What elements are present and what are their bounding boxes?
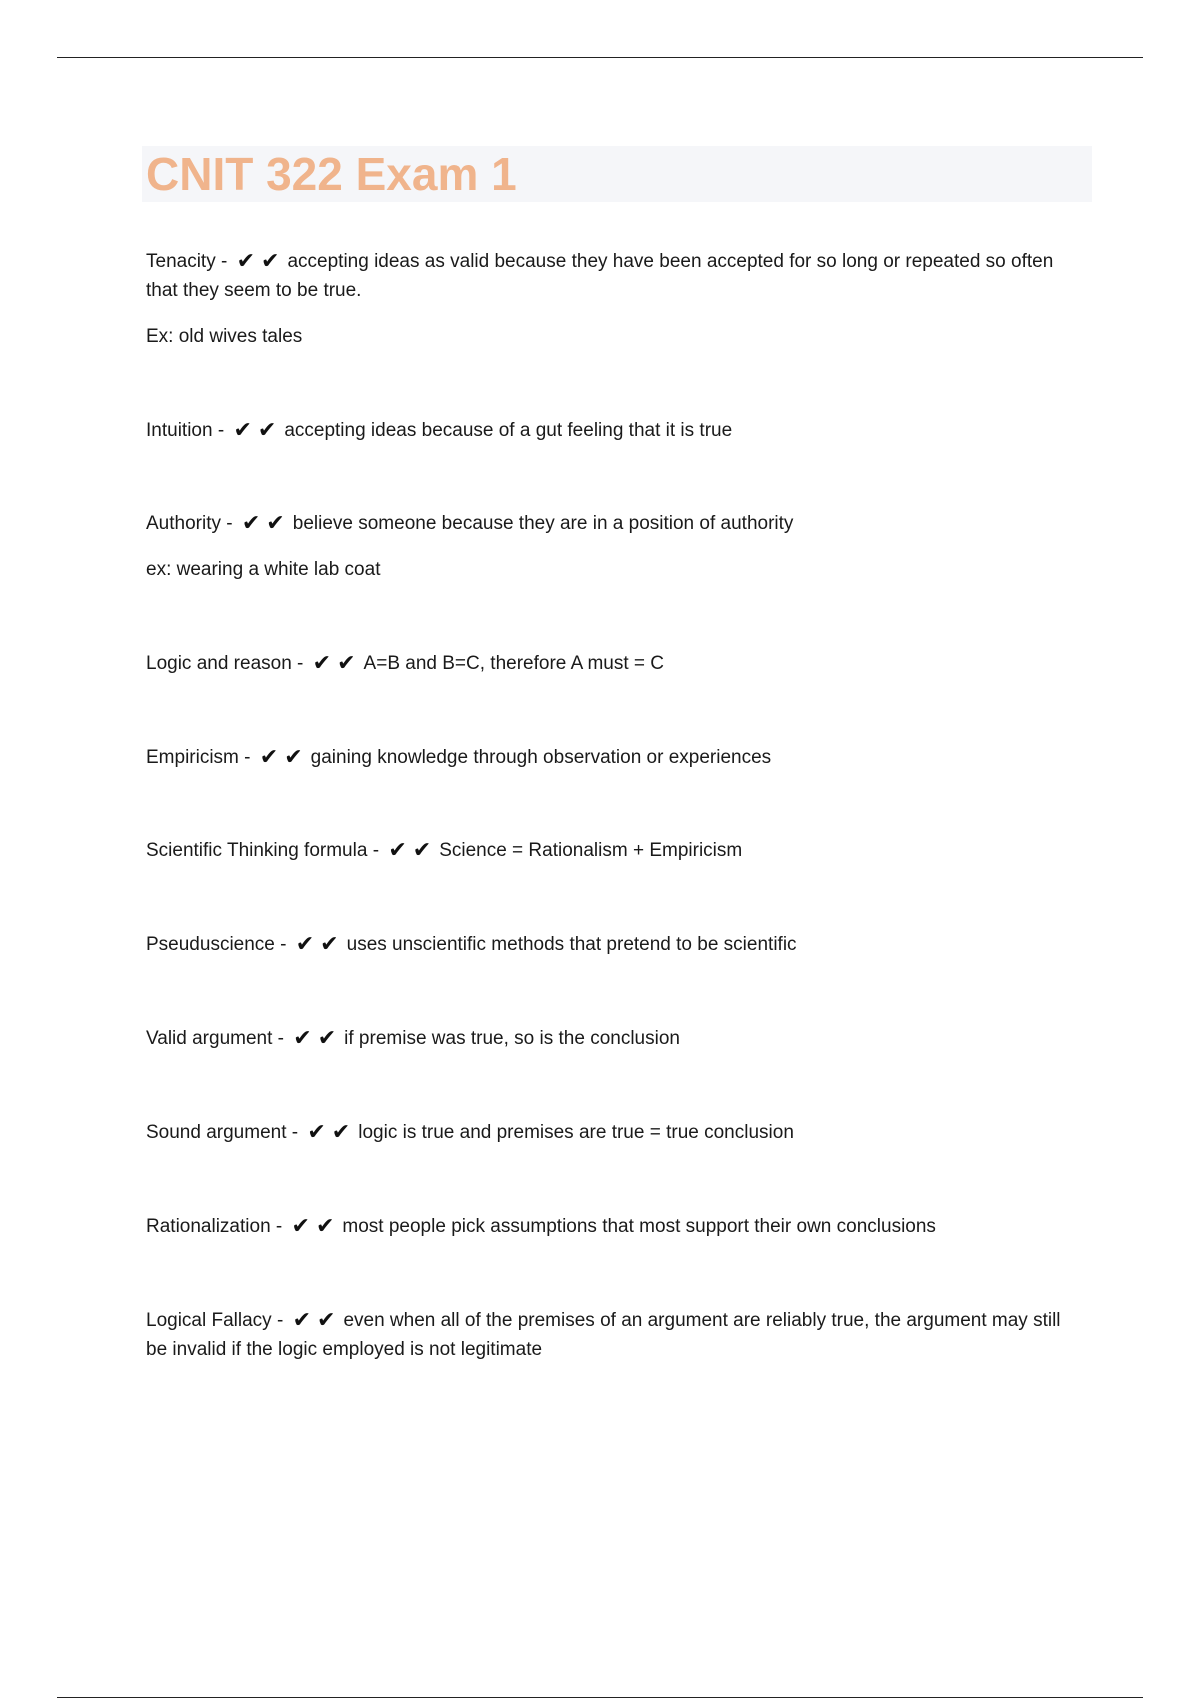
term: Pseuduscience - — [146, 934, 292, 955]
definition: if premise was true, so is the conclusion — [344, 1028, 680, 1049]
term: Logic and reason - — [146, 653, 309, 674]
entry-logic-and-reason — [146, 649, 1076, 678]
entry-empiricism — [146, 743, 1076, 772]
check-icon: ✔✔ — [312, 651, 362, 676]
definition: logic is true and premises are true = true conclusion — [358, 1122, 794, 1143]
definition: accepting ideas because of a gut feeling that it is true — [284, 420, 733, 441]
check-icon: ✔✔ — [295, 932, 345, 957]
definition: Science = Rationalism + Empiricism — [439, 840, 743, 861]
top-rule — [57, 57, 1143, 58]
bottom-rule — [57, 1697, 1143, 1698]
entry-text — [146, 1118, 1076, 1147]
entry-text — [146, 1212, 1076, 1241]
term: Authority - — [146, 513, 238, 534]
entry-rationalization — [146, 1212, 1076, 1241]
page-title: CNIT 322 Exam 1 — [146, 148, 517, 200]
entry-text — [146, 743, 1076, 772]
definition: believe someone because they are in a position of authority — [292, 513, 794, 534]
definition: A=B and B=C, therefore A must = C — [363, 653, 665, 674]
entry-text — [146, 836, 1076, 865]
entry-text — [146, 930, 1076, 959]
check-icon: ✔✔ — [291, 1214, 341, 1239]
term: Empiricism - — [146, 747, 256, 768]
entry-text — [146, 247, 1076, 305]
definition: gaining knowledge through observation or experiences — [310, 747, 772, 768]
term: Scientific Thinking formula - — [146, 840, 385, 861]
entry-scientific-thinking-formula — [146, 836, 1076, 865]
term: Rationalization - — [146, 1216, 288, 1237]
entry-text — [146, 416, 1076, 445]
entry-text — [146, 1024, 1076, 1053]
entry-intuition — [146, 416, 1076, 445]
term: Sound argument - — [146, 1122, 304, 1143]
term: Tenacity - — [146, 251, 233, 272]
definition: even when all of the premises of an argument are reliably true, the argument may still be invalid if the logic employed is not legitimate — [146, 1310, 1061, 1360]
term: Logical Fallacy - — [146, 1310, 289, 1331]
example: Ex: old wives tales — [146, 326, 303, 347]
check-icon: ✔✔ — [259, 745, 309, 770]
check-icon: ✔✔ — [388, 838, 438, 863]
entry-text — [146, 649, 1076, 678]
entry-pseuduscience — [146, 930, 1076, 959]
term: Intuition - — [146, 420, 230, 441]
definition: uses unscientific methods that pretend to be scientific — [346, 934, 797, 955]
check-icon: ✔✔ — [236, 249, 286, 274]
definition: most people pick assumptions that most support their own conclusions — [342, 1216, 936, 1237]
entry-valid-argument — [146, 1024, 1076, 1053]
check-icon: ✔✔ — [233, 418, 283, 443]
check-icon: ✔✔ — [292, 1308, 342, 1333]
definition: accepting ideas as valid because they have been accepted for so long or repeated so often that they seem to be true. — [146, 251, 1054, 301]
check-icon: ✔✔ — [307, 1120, 357, 1145]
entry-authority — [146, 509, 1076, 584]
example: ex: wearing a white lab coat — [146, 559, 381, 580]
check-icon: ✔✔ — [241, 511, 291, 536]
term: Valid argument - — [146, 1028, 290, 1049]
check-icon: ✔✔ — [293, 1026, 343, 1051]
entry-logical-fallacy — [146, 1306, 1076, 1364]
entry-tenacity — [146, 247, 1076, 351]
entry-text — [146, 1306, 1076, 1364]
entry-text — [146, 509, 1076, 538]
entry-sound-argument — [146, 1118, 1076, 1147]
